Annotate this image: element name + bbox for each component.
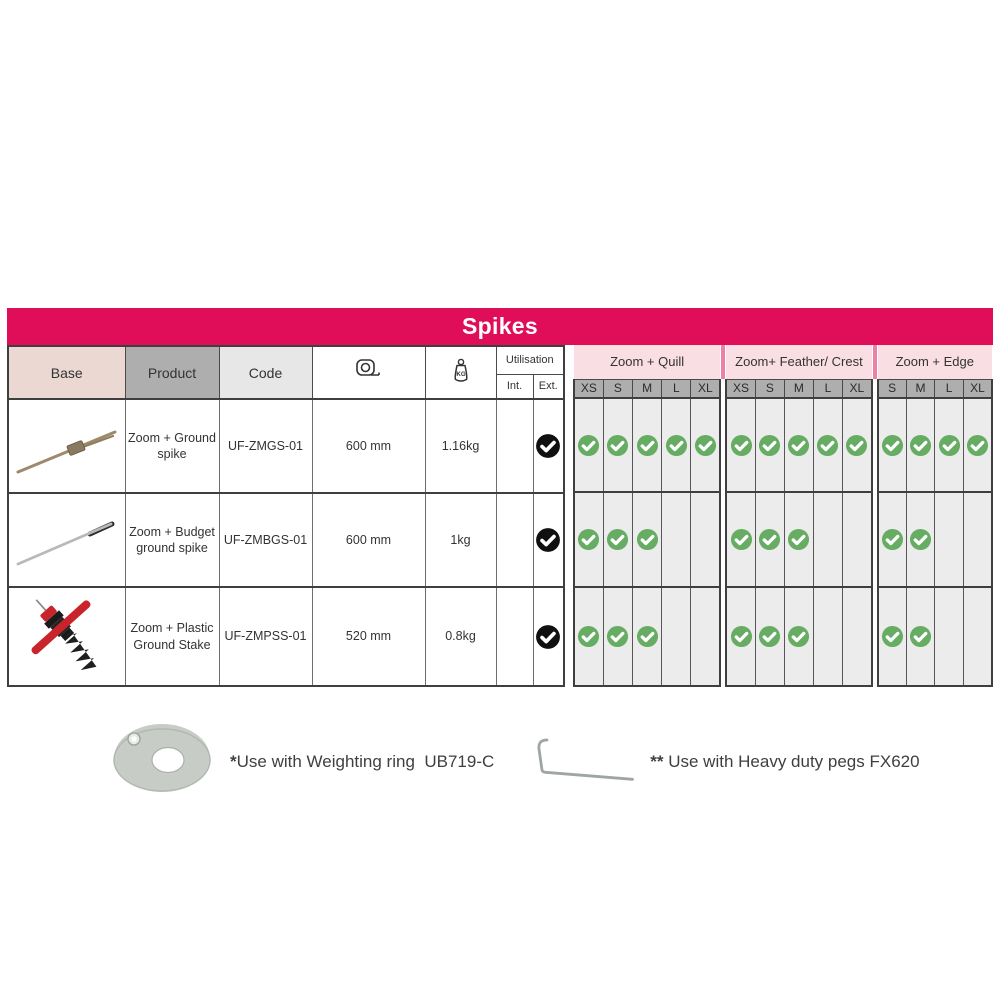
compat-check-cell	[784, 492, 813, 586]
col-header-base: Base	[8, 346, 125, 399]
check-icon	[909, 625, 932, 648]
product-weight: 1kg	[425, 493, 496, 587]
compat-check-cell	[726, 587, 755, 686]
product-name: Zoom + Budget ground spike	[125, 493, 219, 587]
compat-row	[726, 398, 871, 492]
compat-check-cell	[726, 492, 755, 586]
check-icon	[606, 528, 629, 551]
compat-check-cell	[906, 492, 935, 586]
compat-check-cell	[755, 398, 784, 492]
sizes-header-row	[726, 379, 871, 398]
col-header-product: Product	[125, 346, 219, 399]
compat-empty-cell	[963, 492, 992, 586]
compat-check-cell	[691, 398, 720, 492]
size-header-m: M	[906, 379, 935, 398]
col-header-code: Code	[219, 346, 312, 399]
size-header-m: M	[632, 379, 661, 398]
check-icon	[909, 528, 932, 551]
size-header-xs: XS	[574, 379, 603, 398]
compat-empty-cell	[843, 587, 872, 686]
svg-text:KG: KG	[455, 370, 466, 378]
check-icon	[636, 528, 659, 551]
check-icon	[730, 434, 753, 457]
footnote-asterisk: *	[230, 751, 237, 771]
size-header-l: L	[935, 379, 964, 398]
spec-table	[7, 345, 565, 687]
check-icon	[881, 528, 904, 551]
compat-check-cell	[574, 492, 603, 586]
product-weight: 0.8kg	[425, 587, 496, 686]
compat-row	[574, 398, 720, 492]
product-code: UF-ZMPSS-01	[219, 587, 312, 686]
compat-empty-cell	[963, 587, 992, 686]
utilisation-int-cell	[496, 493, 533, 587]
group-header-edge: Zoom + Edge	[878, 345, 992, 379]
col-header-length	[312, 346, 425, 399]
check-icon	[938, 434, 961, 457]
footnote-heavy-duty-pegs	[650, 752, 919, 772]
compat-check-cell	[935, 398, 964, 492]
size-header-s: S	[755, 379, 784, 398]
compat-check-cell	[574, 398, 603, 492]
compat-row	[878, 398, 992, 492]
check-icon	[636, 625, 659, 648]
check-icon	[758, 434, 781, 457]
compat-table-quill	[573, 345, 721, 687]
check-icon	[694, 434, 717, 457]
utilisation-ext-cell	[533, 493, 564, 587]
footnotes	[112, 720, 920, 803]
size-header-xl: XL	[843, 379, 872, 398]
compat-check-cell	[906, 587, 935, 686]
check-icon	[845, 434, 868, 457]
compat-check-cell	[632, 398, 661, 492]
check-icon	[816, 434, 839, 457]
product-code: UF-ZMGS-01	[219, 399, 312, 493]
footnote-asterisk: **	[650, 751, 664, 771]
compat-check-cell	[755, 587, 784, 686]
compat-check-cell	[662, 398, 691, 492]
compat-row	[726, 587, 871, 686]
compat-empty-cell	[662, 492, 691, 586]
weighting-ring-image	[112, 720, 214, 803]
product-length: 600 mm	[312, 493, 425, 587]
plastic-ground-stake-image	[12, 669, 122, 683]
size-header-s: S	[878, 379, 907, 398]
compat-check-cell	[755, 492, 784, 586]
check-icon	[787, 625, 810, 648]
check-icon	[577, 528, 600, 551]
product-length: 600 mm	[312, 399, 425, 493]
check-icon	[577, 625, 600, 648]
compat-empty-cell	[843, 492, 872, 586]
check-icon	[787, 528, 810, 551]
check-icon	[535, 624, 561, 650]
compat-check-cell	[603, 587, 632, 686]
product-row	[8, 493, 564, 587]
group-header-feather-crest: Zoom+ Feather/ Crest	[726, 345, 871, 379]
compat-check-cell	[603, 398, 632, 492]
compat-empty-cell	[813, 587, 842, 686]
compat-empty-cell	[813, 492, 842, 586]
footnote-text: Use with Heavy duty pegs FX620	[663, 751, 920, 771]
table-body	[7, 345, 993, 687]
compat-empty-cell	[935, 587, 964, 686]
size-header-xl: XL	[963, 379, 992, 398]
check-icon	[535, 527, 561, 553]
check-icon	[606, 625, 629, 648]
compat-row	[574, 587, 720, 686]
compat-empty-cell	[935, 492, 964, 586]
utilisation-int-cell	[496, 399, 533, 493]
size-header-l: L	[813, 379, 842, 398]
compat-row	[726, 492, 871, 586]
compat-check-cell	[878, 398, 907, 492]
compat-check-cell	[813, 398, 842, 492]
compat-check-cell	[603, 492, 632, 586]
ground-spike-image	[12, 468, 122, 482]
product-length: 520 mm	[312, 587, 425, 686]
check-icon	[577, 434, 600, 457]
footnote-weighting-ring	[230, 752, 494, 772]
utilisation-ext-cell	[533, 587, 564, 686]
budget-ground-spike-image	[12, 562, 122, 576]
size-header-l: L	[662, 379, 691, 398]
size-header-s: S	[603, 379, 632, 398]
kg-weight-icon	[449, 371, 473, 388]
check-icon	[787, 434, 810, 457]
check-icon	[606, 434, 629, 457]
product-code: UF-ZMBGS-01	[219, 493, 312, 587]
compat-check-cell	[784, 398, 813, 492]
compat-check-cell	[784, 587, 813, 686]
tape-measure-icon	[354, 370, 384, 387]
footnote-text: Use with Weighting ring UB719-C	[236, 751, 495, 771]
col-header-int: Int.	[496, 374, 533, 399]
utilisation-ext-cell	[533, 399, 564, 493]
check-icon	[730, 528, 753, 551]
product-name: Zoom + Plastic Ground Stake	[125, 587, 219, 686]
check-icon	[909, 434, 932, 457]
col-header-utilisation: Utilisation	[496, 346, 564, 374]
sizes-header-row	[574, 379, 720, 398]
check-icon	[966, 434, 989, 457]
check-icon	[535, 433, 561, 459]
compat-check-cell	[632, 587, 661, 686]
compat-check-cell	[726, 398, 755, 492]
compat-check-cell	[906, 398, 935, 492]
check-icon	[665, 434, 688, 457]
col-header-weight	[425, 346, 496, 399]
spikes-table	[7, 308, 993, 687]
product-weight: 1.16kg	[425, 399, 496, 493]
size-header-m: M	[784, 379, 813, 398]
product-image-cell	[8, 587, 125, 686]
product-image-cell	[8, 399, 125, 493]
col-header-ext: Ext.	[533, 374, 564, 399]
sizes-header-row	[878, 379, 992, 398]
compat-check-cell	[878, 492, 907, 586]
check-icon	[730, 625, 753, 648]
compat-check-cell	[632, 492, 661, 586]
compat-check-cell	[963, 398, 992, 492]
compat-row	[574, 492, 720, 586]
product-row	[8, 399, 564, 493]
check-icon	[758, 528, 781, 551]
table-title-bar	[7, 308, 993, 345]
compat-row	[878, 587, 992, 686]
check-icon	[881, 625, 904, 648]
compat-check-cell	[843, 398, 872, 492]
check-icon	[881, 434, 904, 457]
compat-empty-cell	[691, 587, 720, 686]
compat-table-feather-crest	[725, 345, 872, 687]
check-icon	[758, 625, 781, 648]
size-header-xs: XS	[726, 379, 755, 398]
product-name: Zoom + Ground spike	[125, 399, 219, 493]
product-image-cell	[8, 493, 125, 587]
size-header-xl: XL	[691, 379, 720, 398]
compat-check-cell	[878, 587, 907, 686]
compat-table-edge	[877, 345, 993, 687]
compat-empty-cell	[662, 587, 691, 686]
check-icon	[636, 434, 659, 457]
product-row	[8, 587, 564, 686]
table-gap	[565, 345, 573, 687]
compat-empty-cell	[691, 492, 720, 586]
heavy-duty-peg-image	[528, 736, 636, 787]
compat-row	[878, 492, 992, 586]
table-title: Spikes	[462, 313, 538, 339]
compat-check-cell	[574, 587, 603, 686]
group-header-quill: Zoom + Quill	[574, 345, 720, 379]
utilisation-int-cell	[496, 587, 533, 686]
